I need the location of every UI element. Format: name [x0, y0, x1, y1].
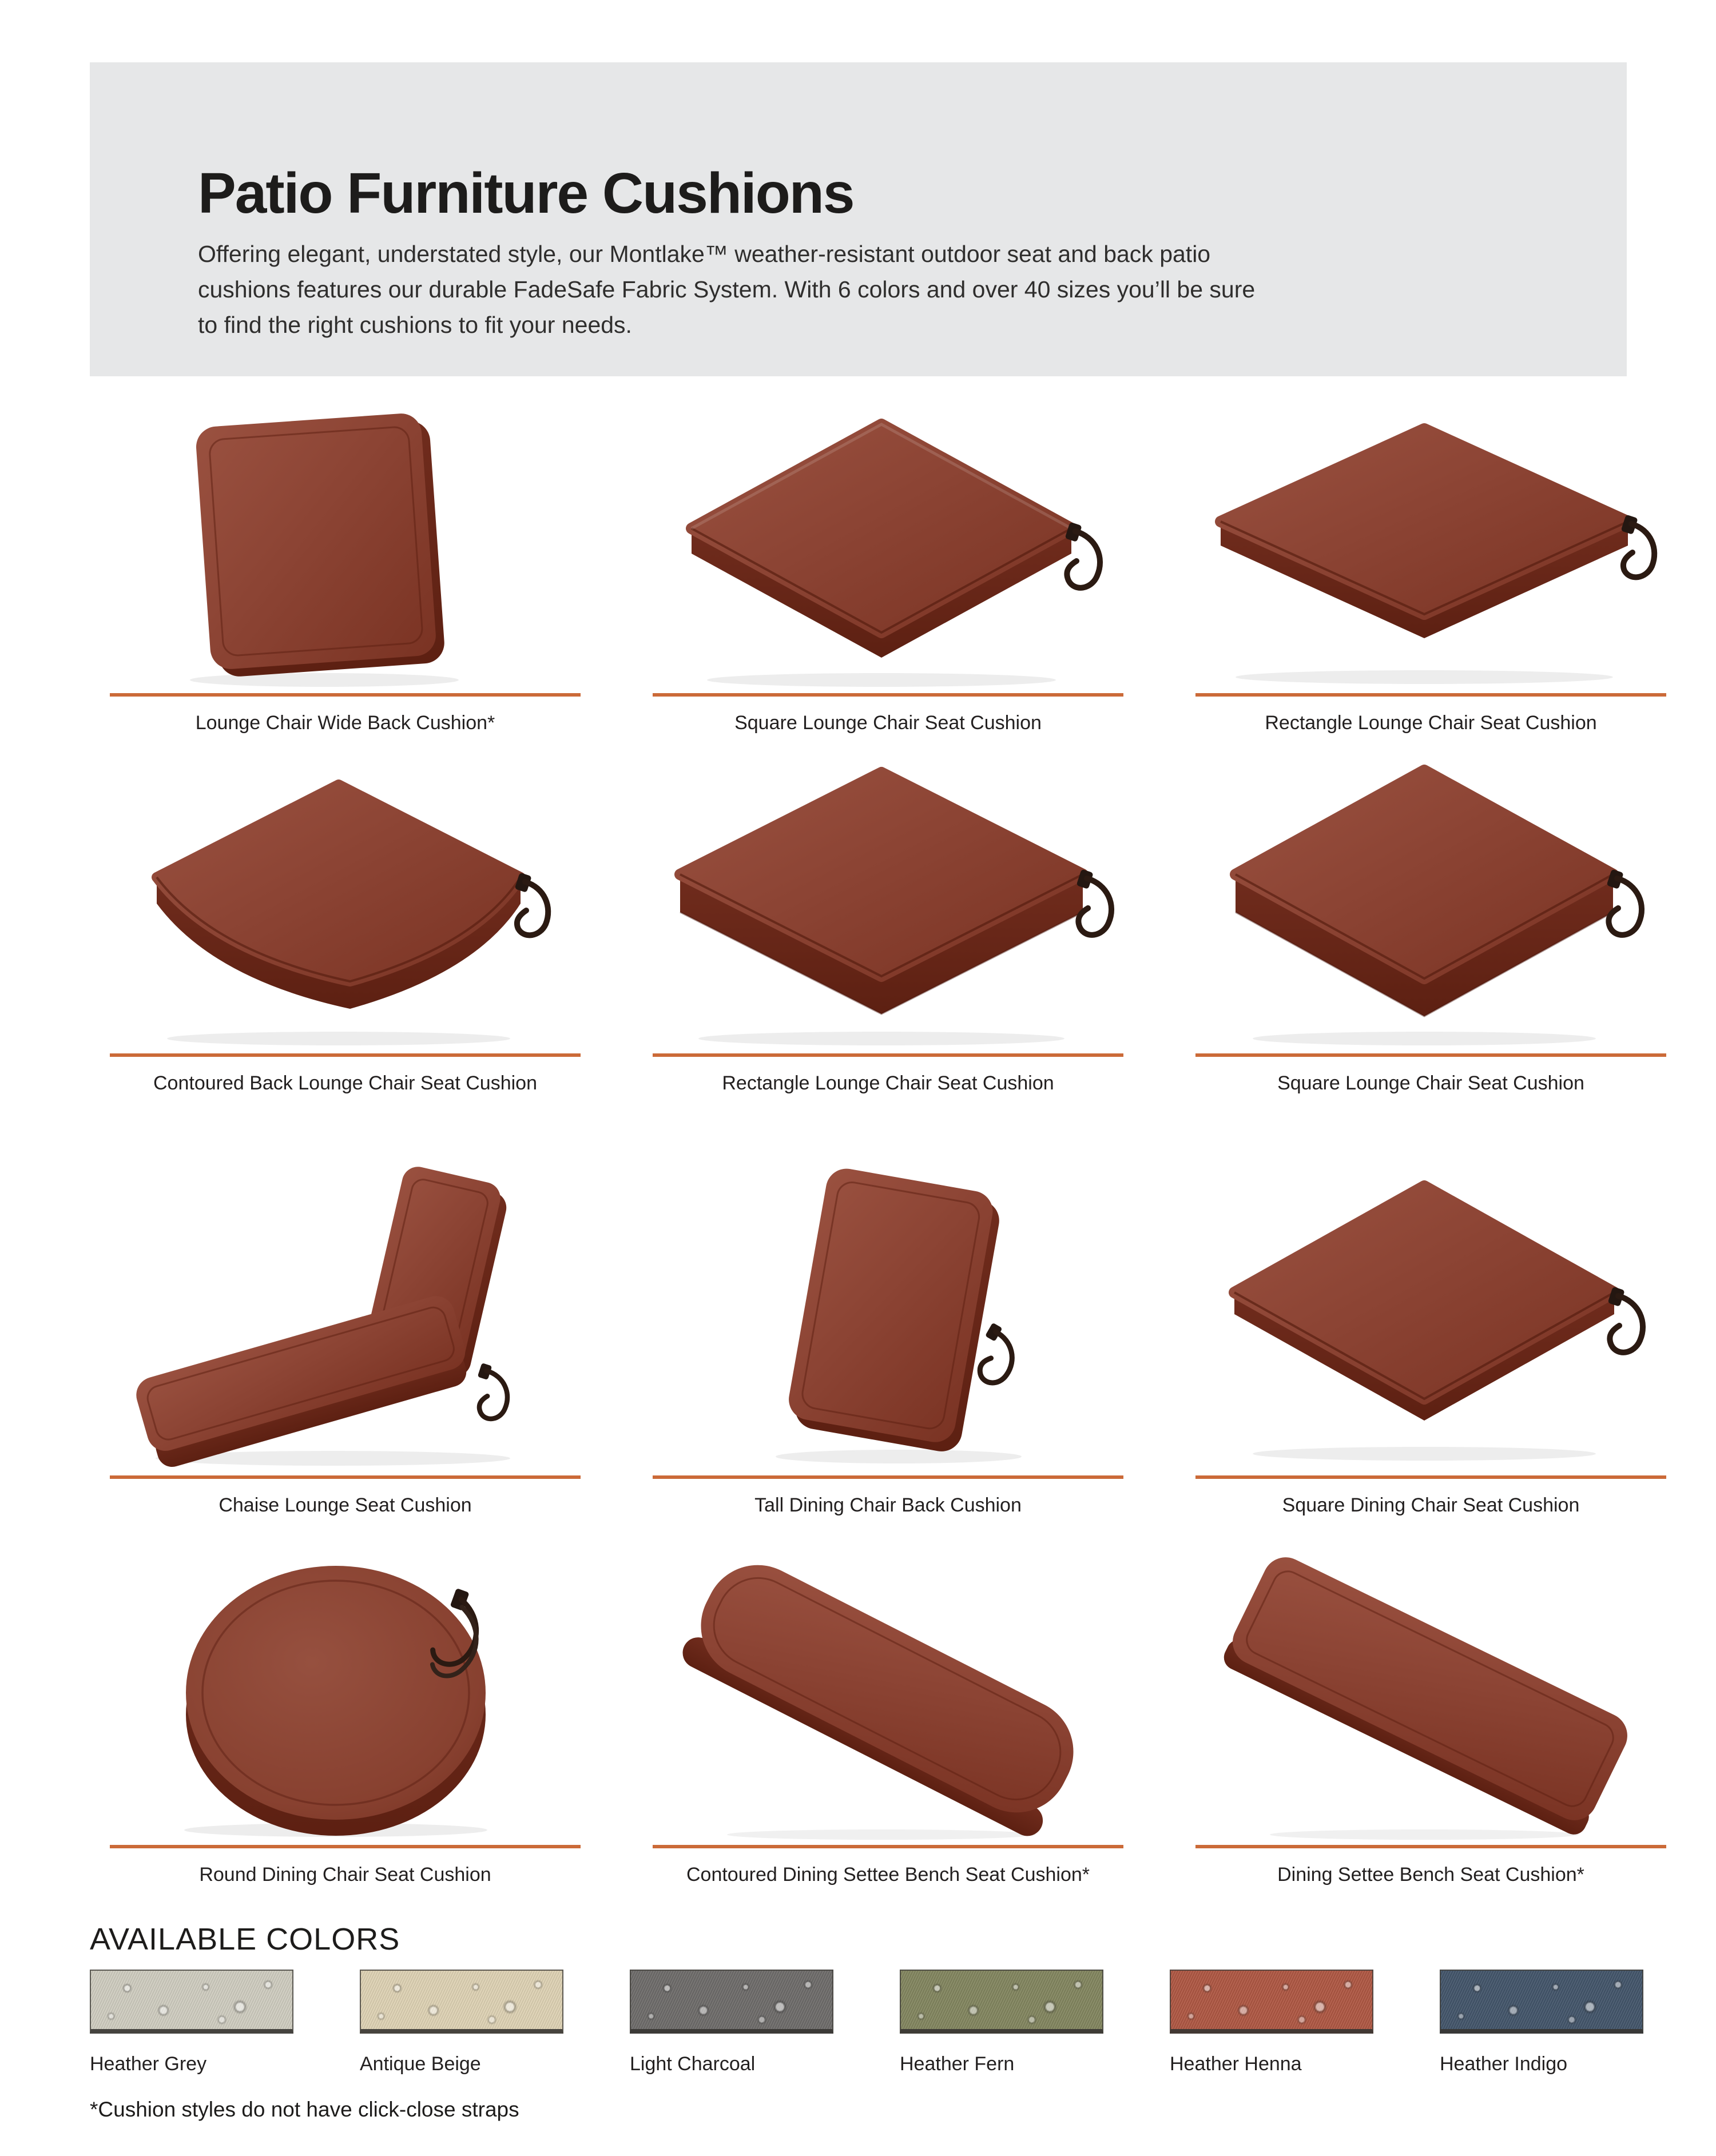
product-label: Square Dining Chair Seat Cushion: [1282, 1494, 1580, 1516]
product-tile: [110, 1526, 581, 1886]
product-label: Contoured Back Lounge Chair Seat Cushion: [153, 1072, 537, 1094]
product-label: Rectangle Lounge Chair Seat Cushion: [722, 1072, 1054, 1094]
product-tile: [1195, 757, 1666, 1095]
description-line: to find the right cushions to fit your needs.: [198, 312, 632, 338]
cushion-image-contoured-settee-bench-seat: [653, 1526, 1123, 1845]
fabric-texture: [1171, 1971, 1372, 2029]
cushion-image-chaise-lounge-seat: [110, 1145, 581, 1475]
swatch-name: Heather Indigo: [1440, 2053, 1568, 2075]
product-tile: [1195, 391, 1666, 734]
divider-line: [1195, 693, 1666, 697]
product-tile: [653, 391, 1123, 734]
product-tile: [1195, 1145, 1666, 1517]
fabric-texture: [901, 1971, 1102, 2029]
cushion-image-round-dining-seat: [110, 1526, 581, 1845]
fabric-swatch-image: [1170, 1970, 1373, 2034]
fabric-swatch-image: [1440, 1970, 1643, 2034]
color-swatch: [900, 1970, 1103, 2075]
color-swatch: [90, 1970, 293, 2075]
divider-line: [110, 1475, 581, 1479]
product-tile: [653, 1526, 1123, 1886]
page-title: Patio Furniture Cushions: [198, 161, 854, 225]
description-line: Offering elegant, understated style, our Montlake™ weather-resistant outdoor seat and back patio: [198, 241, 1211, 267]
product-label: Square Lounge Chair Seat Cushion: [734, 712, 1042, 734]
cushion-image-square-lounge-seat-thick: [1195, 757, 1666, 1053]
product-label: Lounge Chair Wide Back Cushion*: [195, 712, 495, 734]
fabric-swatch-image: [900, 1970, 1103, 2034]
header-banner: [90, 62, 1627, 376]
fabric-texture: [361, 1971, 562, 2029]
divider-line: [653, 1845, 1123, 1848]
product-tile: [110, 1145, 581, 1517]
product-label: Chaise Lounge Seat Cushion: [219, 1494, 472, 1516]
divider-line: [1195, 1053, 1666, 1057]
cushion-image-square-lounge-seat: [653, 391, 1123, 693]
cushion-image-lounge-wide-back: [110, 391, 581, 693]
cushion-image-tall-dining-back: [653, 1145, 1123, 1475]
color-swatch: [1440, 1970, 1643, 2075]
color-swatch: [630, 1970, 833, 2075]
description-line: cushions features our durable FadeSafe Fabric System. With 6 colors and over 40 sizes you’ll be sure: [198, 276, 1256, 303]
product-tile: [653, 1145, 1123, 1517]
fabric-swatch-image: [90, 1970, 293, 2034]
divider-line: [110, 1053, 581, 1057]
divider-line: [653, 1475, 1123, 1479]
page-description: [198, 236, 1535, 343]
color-swatch: [360, 1970, 563, 2075]
swatch-name: Light Charcoal: [630, 2053, 756, 2075]
divider-line: [110, 693, 581, 697]
color-swatch: [1170, 1970, 1373, 2075]
fabric-texture: [631, 1971, 832, 2029]
divider-line: [653, 1053, 1123, 1057]
swatch-name: Heather Grey: [90, 2053, 207, 2075]
cushion-image-contoured-back-lounge-seat: [110, 757, 581, 1053]
footnote: *Cushion styles do not have click-close straps: [90, 2098, 519, 2121]
divider-line: [1195, 1475, 1666, 1479]
product-label: Contoured Dining Settee Bench Seat Cushion*: [686, 1864, 1090, 1885]
cushion-image-rectangle-lounge-seat-thick: [653, 757, 1123, 1053]
fabric-swatch-image: [360, 1970, 563, 2034]
product-label: Dining Settee Bench Seat Cushion*: [1277, 1864, 1584, 1885]
product-tile: [1195, 1526, 1666, 1886]
product-label: Square Lounge Chair Seat Cushion: [1277, 1072, 1584, 1094]
fabric-swatch-image: [630, 1970, 833, 2034]
fabric-texture: [1441, 1971, 1642, 2029]
divider-line: [653, 693, 1123, 697]
product-label: Round Dining Chair Seat Cushion: [199, 1864, 491, 1885]
divider-line: [1195, 1845, 1666, 1848]
cushion-image-rectangle-lounge-seat: [1195, 391, 1666, 693]
product-label: Rectangle Lounge Chair Seat Cushion: [1265, 712, 1597, 734]
colors-heading: AVAILABLE COLORS: [90, 1922, 400, 1956]
swatch-name: Heather Fern: [900, 2053, 1015, 2075]
fabric-texture: [91, 1971, 292, 2029]
product-tile: [110, 391, 581, 734]
swatch-name: Antique Beige: [360, 2053, 481, 2075]
product-tile: [110, 757, 581, 1095]
cushion-image-settee-bench-seat: [1195, 1526, 1666, 1845]
cushion-image-square-dining-seat: [1195, 1145, 1666, 1475]
product-tile: [653, 757, 1123, 1095]
product-label: Tall Dining Chair Back Cushion: [754, 1494, 1022, 1516]
swatch-name: Heather Henna: [1170, 2053, 1302, 2075]
divider-line: [110, 1845, 581, 1848]
